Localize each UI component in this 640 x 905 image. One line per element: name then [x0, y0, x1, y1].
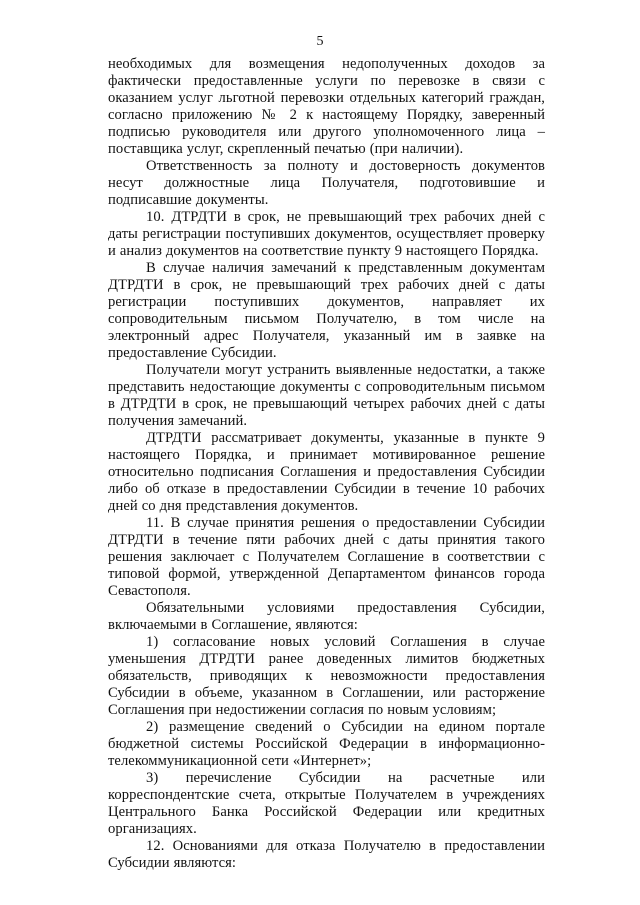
paragraph-conditions: Обязательными условиями предоставления Субсидии, включаемыми в Соглашение, являются: [108, 600, 545, 633]
paragraph-item-11: 11. В случае принятия решения о предоставлении Субсидии ДТРДТИ в течение пяти рабочих дней с даты принятия такого решения заключает с Получателем Соглашение в соответствии с типовой формой, утвержденной Департаментом финансов города Севастополя. [108, 515, 545, 599]
document-body [108, 56, 545, 872]
paragraph-item-10: 10. ДТРДТИ в срок, не превышающий трех рабочих дней с даты регистрации поступивших документов, осуществляет проверку и анализ документов на соответствие пункту 9 настоящего Порядка. [108, 209, 545, 259]
paragraph-condition-1: 1) согласование новых условий Соглашения в случае уменьшения ДТРДТИ ранее доведенных лимитов бюджетных обязательств, приводящих к невозможности предоставления Субсидии в объеме, указанном в Соглашении, или расторжение Соглашения при недостижении согласия по новым условиям; [108, 634, 545, 718]
paragraph-responsibility: Ответственность за полноту и достоверность документов несут должностные лица Получателя, подготовившие и подписавшие документы. [108, 158, 545, 208]
paragraph-condition-3: 3) перечисление Субсидии на расчетные или корреспондентские счета, открытые Получателем в учреждениях Центрального Банка Российской Федерации или кредитных организациях. [108, 770, 545, 837]
paragraph-item-12: 12. Основаниями для отказа Получателю в предоставлении Субсидии являются: [108, 838, 545, 871]
paragraph-recipients-fix: Получатели могут устранить выявленные недостатки, а также представить недостающие документы с сопроводительным письмом в ДТРДТИ в срок, не превышающий четырех рабочих дней с даты получения замечаний. [108, 362, 545, 429]
paragraph-review: ДТРДТИ рассматривает документы, указанные в пункте 9 настоящего Порядка, и принимает мотивированное решение относительно подписания Соглашения и предоставления Субсидии либо об отказе в предоставлении Субсидии в течение 10 рабочих дней со дня представления документов. [108, 430, 545, 514]
paragraph-condition-2: 2) размещение сведений о Субсидии на едином портале бюджетной системы Российской Федерации в информационно-телекоммуникационной сети «Интернет»; [108, 719, 545, 769]
page-number: 5 [316, 34, 324, 49]
paragraph-continuation: необходимых для возмещения недополученных доходов за фактически предоставленные услуги по перевозке в связи с оказанием услуг льготной перевозки отдельных категорий граждан, согласно приложению № 2 к настоящему Порядку, заверенный подписью руководителя или другого уполномоченного лица – поставщика услуг, скрепленный печатью (при наличии). [108, 56, 545, 157]
paragraph-remarks: В случае наличия замечаний к представленным документам ДТРДТИ в срок, не превышающий трех рабочих дней с даты регистрации поступивших документов, направляет их сопроводительным письмом Получателю, в том числе на электронный адрес Получателя, указанный им в заявке на предоставление Субсидии. [108, 260, 545, 361]
